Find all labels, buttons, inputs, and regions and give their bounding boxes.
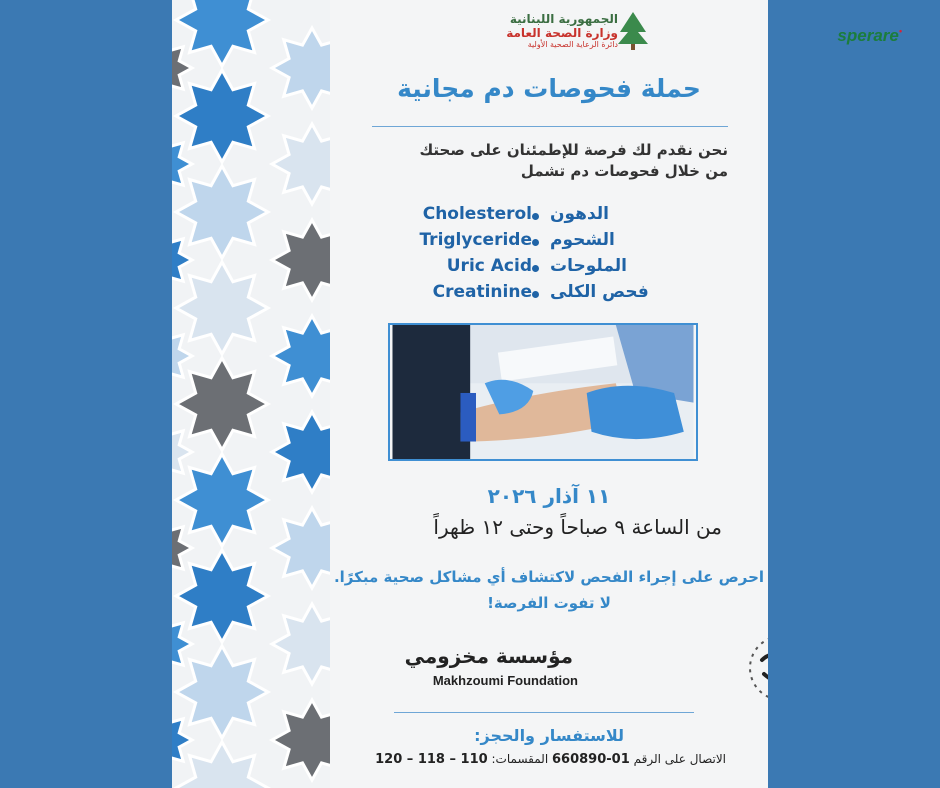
extensions: 110 – 118 – 120 [375, 752, 488, 767]
ministry-line-2: وزارة الصحة العامة [506, 26, 618, 40]
test-name-en: Cholesterol [422, 204, 532, 224]
cta-line-1: احرص على إجراء الفحص لاكتشاف أي مشاكل صحية مبكرًا. [333, 568, 765, 586]
contact-info [375, 752, 726, 767]
test-item [390, 204, 710, 230]
phone-number[interactable]: 01-660890 [551, 752, 630, 767]
blood-test-photo [388, 323, 698, 461]
intro-line-2: من خلال فحوصات دم تشمل [520, 162, 728, 180]
foundation-name-ar: مؤسسة مخزومي [404, 644, 573, 668]
test-item [390, 256, 710, 282]
event-time: من الساعة ٩ صباحاً وحتى ١٢ ظهراً [433, 515, 722, 539]
pattern-star [176, 166, 268, 258]
bullet-icon [532, 265, 539, 272]
bullet-icon [532, 213, 539, 220]
test-item [390, 230, 710, 256]
test-name-ar: الدهون [550, 204, 609, 224]
brand-dot: • [898, 26, 902, 36]
bullet-icon [532, 239, 539, 246]
foundation-name-en: Makhzoumi Foundation [432, 673, 578, 688]
cta-line-2: لا تفوت الفرصة! [487, 594, 611, 612]
geometric-pattern [172, 0, 330, 788]
test-name-ar: فحص الكلى [550, 282, 649, 302]
pattern-star [176, 358, 268, 450]
test-item [390, 282, 710, 308]
tests-list [390, 204, 710, 308]
ministry-line-3: دائرة الرعاية الصحية الأولية [527, 40, 618, 49]
event-date: ١١ آذار ٢٠٢٦ [487, 484, 611, 508]
pattern-star [176, 70, 268, 162]
brand-name: sperare [837, 26, 899, 45]
extensions-label: المقسمات: [491, 752, 549, 766]
poster-content [330, 0, 768, 788]
title-divider [372, 126, 728, 127]
test-name-en: Creatinine [432, 282, 532, 302]
test-name-ar: الشحوم [550, 230, 615, 250]
test-name-ar: الملوحات [550, 256, 627, 276]
campaign-title: حملة فحوصات دم مجانية [397, 74, 701, 103]
poster [172, 0, 768, 788]
test-name-en: Triglyceride [419, 230, 532, 250]
brand-logo [837, 26, 902, 46]
foundation-logo-icon [744, 630, 768, 706]
intro-text [419, 140, 728, 182]
contact-prefix: الاتصال على الرقم [633, 752, 726, 766]
bullet-icon [532, 291, 539, 298]
inquiry-label: للاستفسار والحجز: [474, 726, 624, 745]
footer-divider [394, 712, 694, 713]
cedar-logo-icon [616, 10, 650, 52]
pattern-star [176, 454, 268, 546]
pattern-star [176, 646, 268, 738]
ministry-header [506, 12, 618, 49]
intro-line-1: نحن نقدم لك فرصة للإطمئنان على صحتك [419, 141, 728, 159]
call-to-action [330, 564, 768, 616]
pattern-star [176, 550, 268, 642]
test-name-en: Uric Acid [446, 256, 532, 276]
pattern-star [176, 262, 268, 354]
ministry-line-1: الجمهورية اللبنانية [509, 12, 618, 26]
